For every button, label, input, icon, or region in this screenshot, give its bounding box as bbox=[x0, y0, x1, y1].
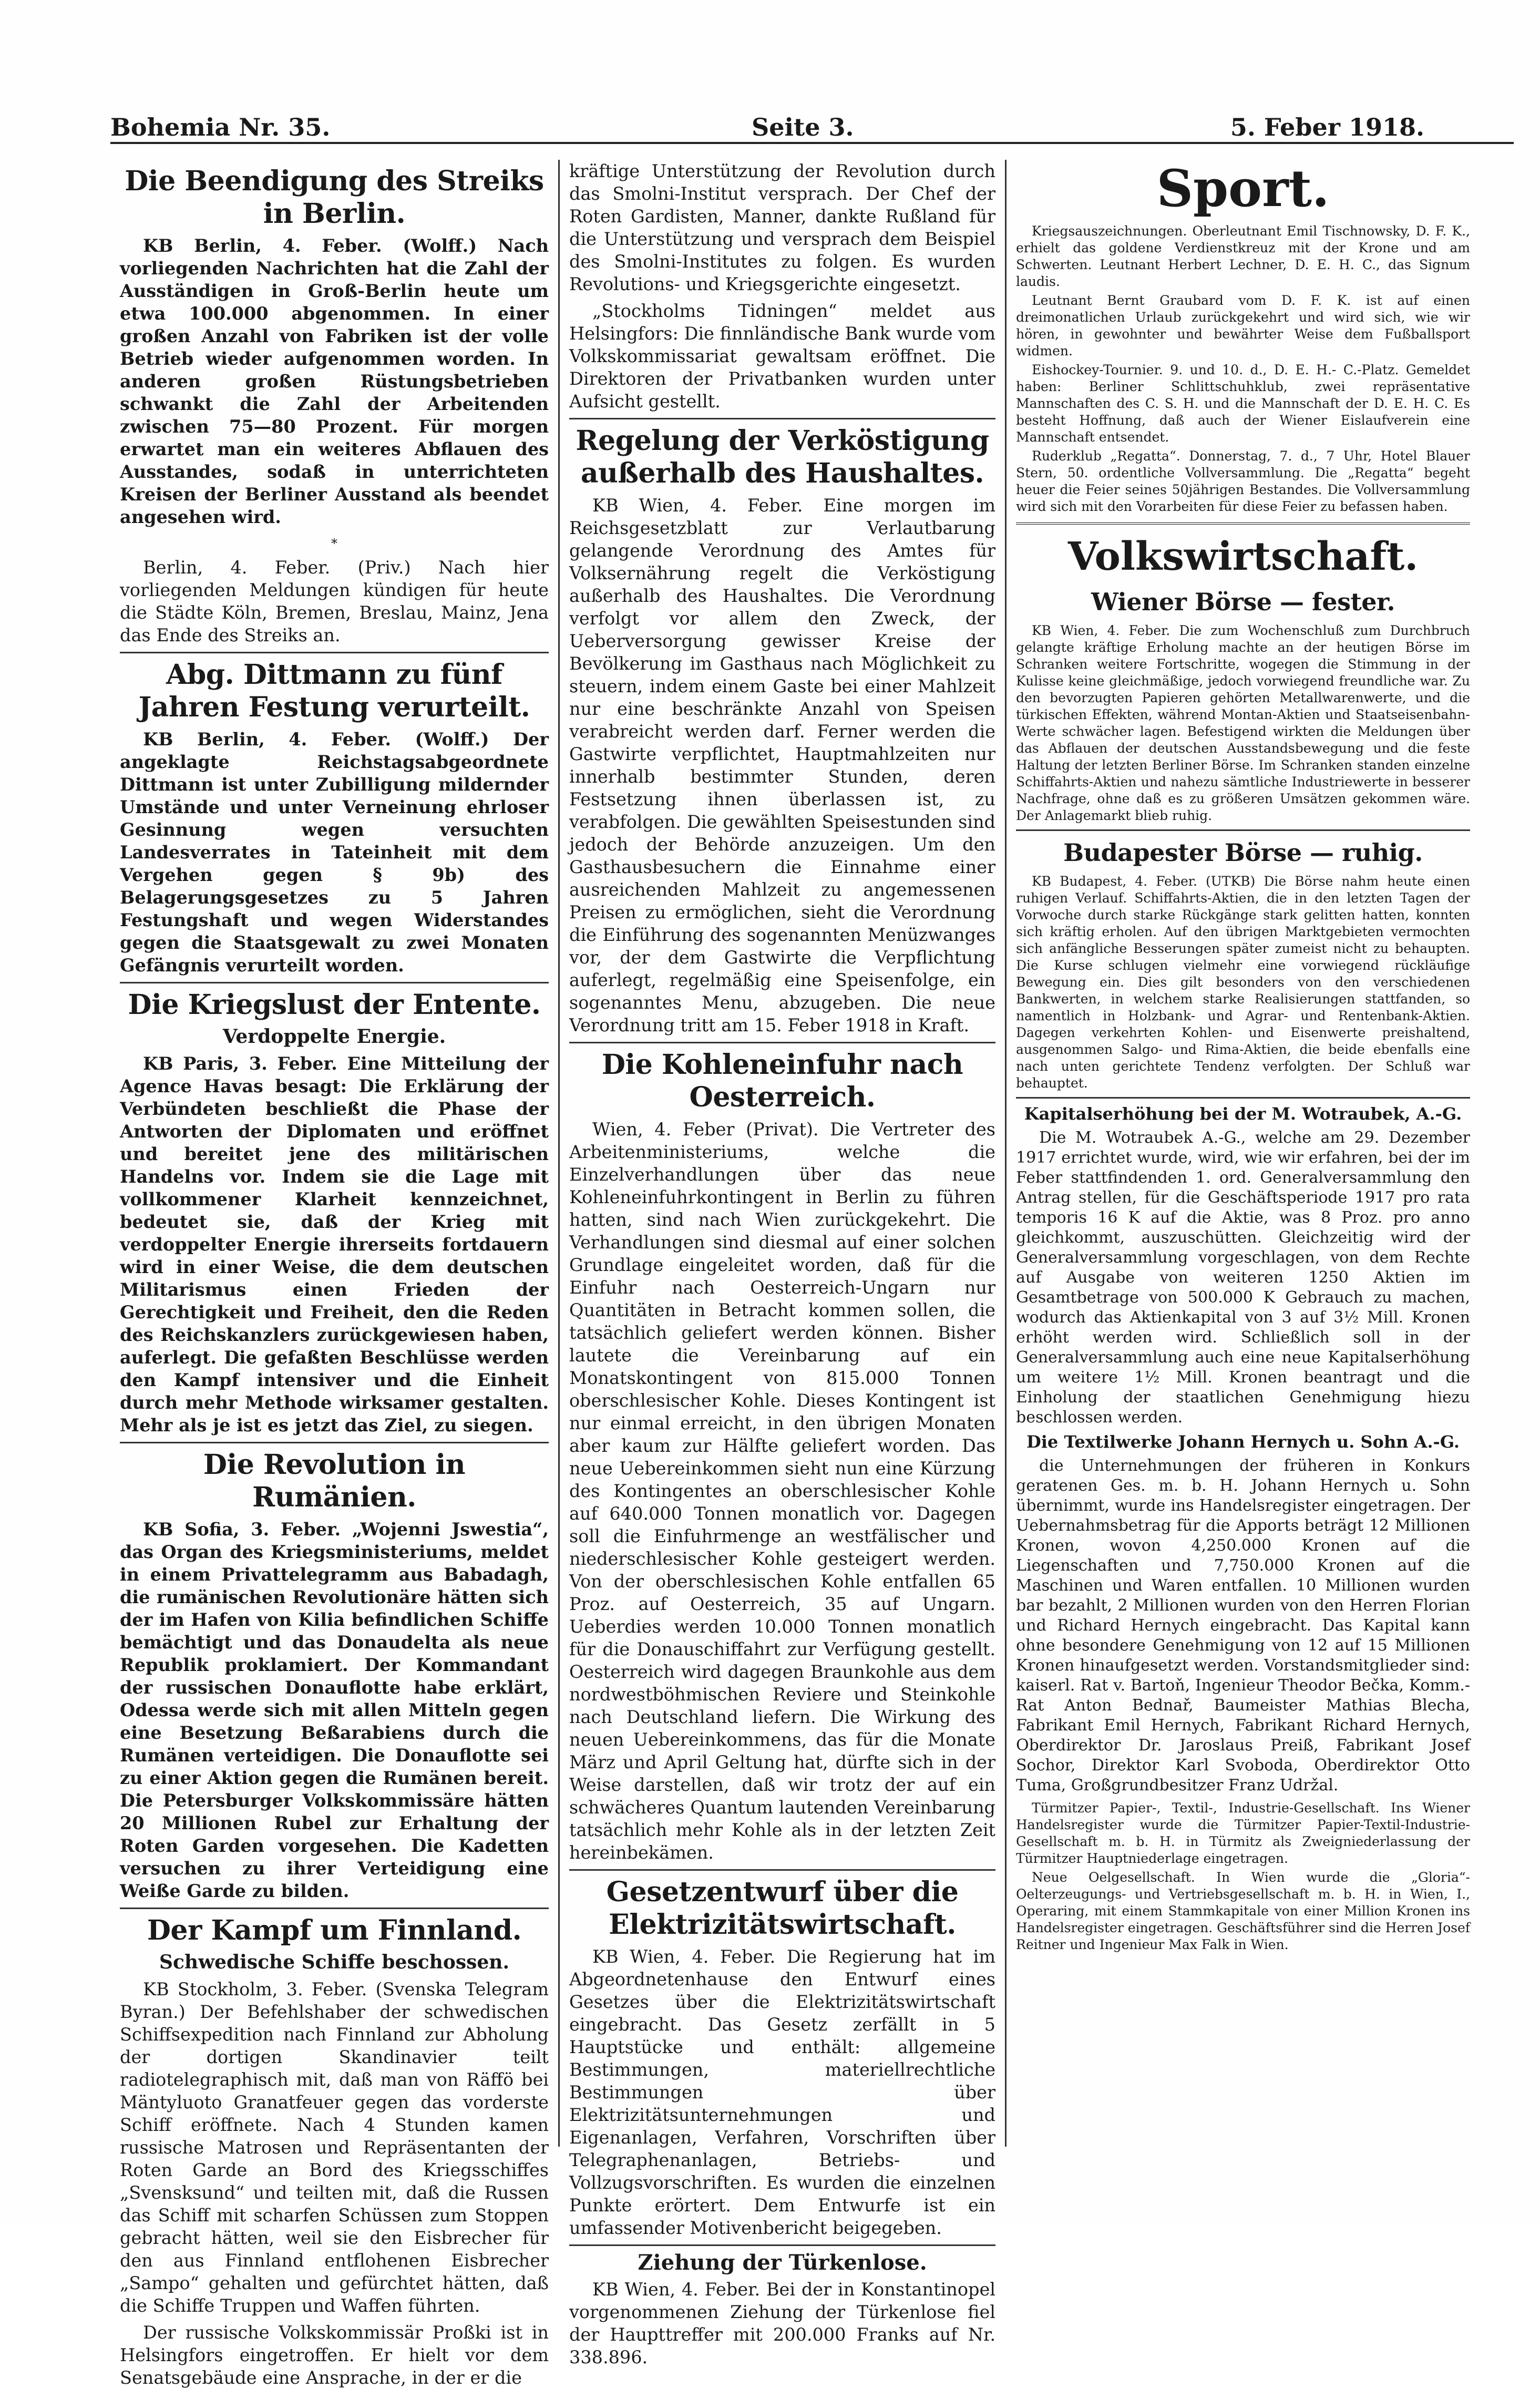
headline-finland: Der Kampf um Finnland. bbox=[147, 1914, 522, 1946]
headline-textilwerke: Die Textilwerke Johann Hernych u. Sohn A.-G. bbox=[1026, 1432, 1460, 1452]
headline-verkoestigung: Regelung der Verköstigung außerhalb des Haushaltes. bbox=[576, 425, 989, 489]
article-wiener-boerse-p1: KB Wien, 4. Feber. Die zum Wochenschluß zum Durchbruch gelangte kräftige Erholung machte an der heutigen Börse im Schranken weitere Fortschritte, wogegen die Stimmung in der Kulisse keine gleichmäßige, jedoch vorwiegend freundliche war. Zu den bevorzugten Papieren gehörten Metallwarenwerte, und die türkischen Effekten, während Montan-Aktien und Staatseisenbahn-Werte schwächer lagen. Befestigend wirkten die Meldungen über das Abflauen der deutschen Ausstandsbewegung und die feste Haltung der letzten Berliner Börse. Im Schranken standen einzelne Schiffahrts-Aktien und nahezu sämtliche Industriewerte in besserer Nachfrage, ohne daß es zu größeren Umsätzen gekommen wäre. Der Anlagemarkt blieb ruhig. bbox=[1016, 623, 1470, 823]
trade-notice: Türmitzer Papier-, Textil-, Industrie-Gesellschaft. Ins Wiener Handelsregister wurde die Türmitzer Papier-Textil-Industrie-Gesellschaft m. b. H. in Türmitz als Zweigniederlassung der Türmitzer Hauptniederlage eingetragen. bbox=[1016, 1800, 1470, 1866]
section-title-sport: Sport. bbox=[1156, 159, 1330, 218]
headline-romania: Die Revolution in Rumänien. bbox=[203, 1449, 466, 1513]
article-elektrizitaet-p1: KB Wien, 4. Feber. Die Regierung hat im Abgeordnetenhause den Entwurf eines Gesetzes über die Elektrizitätswirtschaft eingebracht. Das Gesetz zerfällt in 5 Hauptstücke und enthält: allgemeine Bestimmungen, materiellrechtliche Bestimmungen über Elektrizitätsunternehmungen und Eigenanlagen, Verfahren, Vorschriften über Telegraphenanlagen, Betriebs- und Vollzugsvorschriften. Es wurden die einzelnen Punkte erörtert. Dem Entwurfe ist ein umfassender Motivenbericht beigegeben. bbox=[569, 1946, 995, 2238]
article-kohleneinfuhr-p1: Wien, 4. Feber (Privat). Die Vertreter des Arbeitenministeriums, welche die Einzelverhandlungen über das neue Kohleneinfuhrkontingent in Berlin zu führen hatten, sind nach Wien zurückgekehrt. Die Verhandlungen sind diesmal auf einer solchen Grundlage eingeleitet worden, daß für die Einfuhr nach Oesterreich-Ungarn nur Quantitäten in Betracht kommen sollen, die tatsächlich geliefert werden können. Bisher lautete die Vereinbarung auf ein Monatskontingent von 815.000 Tonnen oberschlesischer Kohle. Dieses Kontingent ist nur einmal erreicht, in den übrigen Monaten aber kaum zur Hälfte geliefert worden. Das neue Uebereinkommen sieht nun eine Kürzung des Kontingentes an oberschlesischer Kohle auf 640.000 Tonnen monatlich vor. Dagegen soll die Einfuhrmenge an westfälischer und niederschlesischer Kohle gesteigert werden. Von der oberschlesischen Kohle entfallen 65 Proz. auf Oesterreich, 35 auf Ungarn. Ueberdies werden 10.000 Tonnen monatlich für die Donauschiffahrt zur Verfügung gestellt. Oesterreich wird dagegen Braunkohle aus dem nordwestböhmischen Reviere und Steinkohle nach Deutschland liefern. Die Wirkung des neuen Uebereinkommens, das für die Monate März und April Geltung hat, dürfte sich in der Weise darstellen, daß wir trotz der auf ein schwächeres Quantum lautenden Vereinbarung tatsächlich mehr Kohle als in der letzten Zeit hereinbekämen. bbox=[569, 1119, 995, 1863]
article-dittmann-p1: KB Berlin, 4. Feber. (Wolff.) Der angeklagte Reichstagsabgeordnete Dittmann ist unter Zubilligung mildernder Umstände und unter Verneinung ehrloser Gesinnung wegen versuchten Landesverrates in Tateinheit mit dem Vergehen gegen § 9b) des Belagerungsgesetzes zu 5 Jahren Festungshaft und wegen Widerstandes gegen die Staatsgewalt zu zwei Monaten Gefängnis verurteilt worden. bbox=[120, 729, 549, 976]
column-1 bbox=[110, 160, 560, 2388]
headline-dittmann: Abg. Dittmann zu fünf Jahren Festung verurteilt. bbox=[138, 659, 530, 723]
sport-notice: Ruderklub „Regatta“. Donnerstag, 7. d., 7 Uhr, Hotel Blauer Stern, 50. ordentliche Vollversammlung. Die „Regatta“ begeht heuer die Feier seines 50jährigen Bestandes. Die Vollversammlung wird sich mit den Vorarbeiten für diese Feier zu befassen haben. bbox=[1016, 448, 1470, 514]
divider bbox=[569, 2244, 995, 2246]
sport-notices bbox=[1016, 223, 1470, 515]
headline-strike-berlin: Die Beendigung des Streiks in Berlin. bbox=[125, 165, 544, 230]
headline-tuerkenlose: Ziehung der Türkenlose. bbox=[638, 2250, 927, 2275]
headline-wotraubek: Kapitalserhöhung bei der M. Wotraubek, A.-G. bbox=[1024, 1104, 1462, 1124]
article-wotraubek-p1: Die M. Wotraubek A.-G., welche am 29. Dezember 1917 errichtet wurde, wird, wie wir erfahren, bei der im Feber stattfindenden 1. ord. Generalversammlung den Antrag stellen, für die Geschäftsperiode 1917 pro rata temporis 16 K auf die Aktie, was 8 Proz. pro anno gleichkommt, auszuschütten. Gleichzeitig wird der Generalversammlung vorgeschlagen, von dem Rechte auf Ausgabe von weiteren 1250 Aktien im Gesamtbetrage von 500.000 K Gebrauch zu machen, wodurch das Aktienkapital von 3 auf 3½ Mill. Kronen erhöht werden wird. Schließlich soll in der Generalversammlung auch eine neue Kapitalserhöhung um weitere 1½ Mill. Kronen beantragt und die Einholung der staatlichen Genehmigung hiezu beschlossen werden. bbox=[1016, 1129, 1470, 1427]
sport-notice: Eishockey-Tournier. 9. und 10. d., D. E. H.- C.-Platz. Gemeldet haben: Berliner Schlittschuhklub, zwei repräsentative Mannschaften des C. S. H. und die Mannschaft der D. E. H. C. Es besteht Hoffnung, daß auch der Wiener Eislaufverein eine Mannschaft entsendet. bbox=[1016, 362, 1470, 445]
article-finland-cont-p1: kräftige Unterstützung der Revolution durch das Smolni-Institut versprach. Der Chef der Roten Gardisten, Manner, dankte Rußland für die Unterstützung und versprach dem Beispiel des Smolni-Institutes zu folgen. Es wurden Revolutions- und Kriegsgerichte eingesetzt. bbox=[569, 161, 995, 294]
headline-elektrizitaet: Gesetzentwurf über die Elektrizitätswirtschaft. bbox=[606, 1876, 959, 1941]
section-title-volkswirtschaft: Volkswirtschaft. bbox=[1067, 534, 1419, 579]
divider bbox=[120, 1908, 549, 1909]
article-finland-p1: KB Stockholm, 3. Feber. (Svenska Telegram Byran.) Der Befehlshaber der schwedischen Schiffsexpedition nach Finnland zur Abholung der dortigen Skandinavier teilt radiotelegraphisch mit, daß man von Räffö bei Mäntyluoto Granatfeuer gegen das vorderste Schiff eröffnete. Nach 4 Stunden kamen russische Matrosen und Repräsentanten der Roten Garde an Bord des Kriegsschiffes „Svensksund“ und teilten mit, daß die Russen das Schiff mit scharfen Schüssen zum Stoppen gebracht hätten, weil sie den Eisbrecher für den aus Finnland entflohenen Eisbrecher „Sampo“ gehalten und gefürchtet hätten, daß die Schiffe Truppen und Waffen führten. bbox=[120, 1979, 549, 2316]
section-rule bbox=[1016, 522, 1470, 525]
headline-budapester-boerse: Budapester Börse — ruhig. bbox=[1063, 838, 1423, 867]
divider bbox=[120, 982, 549, 983]
article-strike-berlin-p2: Berlin, 4. Feber. (Priv.) Nach hier vorliegenden Meldungen kündigen für heute die Städte Köln, Bremen, Breslau, Mainz, Jena das Ende des Streiks an. bbox=[120, 557, 549, 645]
article-textilwerke-p1: die Unternehmungen der früheren in Konkurs geratenen Ges. m. b. H. Johann Hernych u. Sohn übernimmt, wurde ins Handelsregister eingetragen. Der Uebernahmsbetrag für die Apports beträgt 12 Millionen Kronen, wovon 4,250.000 Kronen auf die Liegenschaften und 7,750.000 Kronen auf die Maschinen und Waren entfallen. 10 Millionen wurden bar bezahlt, 2 Millionen wurden von den Herren Florian und Richard Hernych eingebracht. Das Kapital kann ohne besondere Genehmigung von 12 auf 15 Millionen Kronen hinaufgesetzt werden. Vorstandsmitglieder sind: kaiserl. Rat v. Bartoň, Ingenieur Theodor Bečka, Komm.-Rat Anton Bednař, Baumeister Mathias Blecha, Fabrikant Emil Hernych, Fabrikant Richard Hernych, Oberdirektor Dr. Jaroslaus Preiß, Fabrikant Josef Sochor, Direktor Karl Svoboda, Oberdirektor Otto Tuma, Großgrundbesitzer Franz Udržal. bbox=[1016, 1457, 1470, 1795]
article-wiener-boerse bbox=[1016, 622, 1470, 824]
article-strike-berlin-p1: KB Berlin, 4. Feber. (Wolff.) Nach vorliegenden Nachrichten hat die Zahl der Ausständigen in Groß-Berlin heute um etwa 100.000 abgenommen. In einer großen Anzahl von Fabriken ist der volle Betrieb wieder aufgenommen worden. In anderen großen Rüstungsbetrieben schwankt die Zahl der Arbeitenden zwischen 75—80 Prozent. Für morgen erwartet man ein weiteres Abflauen des Ausstandes, sodaß in unterrichteten Kreisen der Berliner Ausstand als beendet angesehen wird. bbox=[120, 235, 549, 527]
article-finland-cont-p2: „Stockholms Tidningen“ meldet aus Helsingfors: Die finnländische Bank wurde vom Volkskommissariat gewaltsam eröffnet. Die Direktoren der Privatbanken wurden unter Aufsicht gestellt. bbox=[569, 301, 995, 412]
subhead-entente: Verdoppelte Energie. bbox=[222, 1026, 446, 1048]
divider bbox=[1016, 829, 1470, 831]
divider bbox=[1016, 1097, 1470, 1099]
column-2 bbox=[560, 160, 1007, 2367]
article-romania-p1: KB Sofia, 3. Feber. „Wojenni Jswestia“, das Organ des Kriegsministeriums, meldet in einem Privattelegramm aus Babadagh, die rumänischen Revolutionäre hätten sich der im Hafen von Kilia befindlichen Schiffe bemächtigt und das Donaudelta als neue Republik proklamiert. Der Kommandant der russischen Donauflotte habe erklärt, Odessa werde sich mit allen Mitteln gegen eine Besetzung Beßarabiens durch die Rumänen verteidigen. Die Donauflotte sei zu einer Aktion gegen die Rumänen bereit. Die Petersburger Volkskommissäre hätten 20 Millionen Rubel zur Erhaltung der Roten Garden vorgesehen. Die Kadetten versuchen zu ihrer Verteidigung eine Weiße Garde zu bilden. bbox=[120, 1519, 549, 1901]
page-header bbox=[110, 113, 1514, 144]
page-number: Seite 3. bbox=[752, 113, 854, 141]
headline-kohleneinfuhr: Die Kohleneinfuhr nach Oesterreich. bbox=[601, 1049, 963, 1113]
separator-star: * bbox=[331, 536, 337, 551]
divider bbox=[120, 652, 549, 653]
article-finland-p2: Der russische Volkskommissär Proßki ist in Helsingfors eingetroffen. Er hielt vor dem Senatsgebäude eine Ansprache, in der er die bbox=[120, 2322, 549, 2388]
article-tuerkenlose-p1: KB Wien, 4. Feber. Bei der in Konstantinopel vorgenommenen Ziehung der Türkenlose fiel der Haupttreffer mit 200.000 Franks auf Nr. 338.896. bbox=[569, 2279, 995, 2367]
divider bbox=[569, 1869, 995, 1871]
divider bbox=[120, 1442, 549, 1443]
columns bbox=[110, 159, 1514, 2388]
subhead-finland: Schwedische Schiffe beschossen. bbox=[159, 1951, 509, 1973]
issue-date: 5. Feber 1918. bbox=[1230, 113, 1424, 141]
issue-label: Bohemia Nr. 35. bbox=[110, 113, 331, 141]
article-budapester-boerse-p1: KB Budapest, 4. Feber. (UTKB) Die Börse nahm heute einen ruhigen Verlauf. Schiffahrts-Aktien, die in den letzten Tagen der Vorwoche durch starke Rückgänge stark gelitten hatten, konnten sich kräftig erholen. Auf den übrigen Marktgebieten vermochten sich anfängliche Besserungen später zumeist nicht zu behaupten. Die Kurse schlugen vielmehr eine vorwiegend rückläufige Bewegung ein. Dies gilt besonders von den verschiedenen Bankwerten, in welchem starke Realisierungen stattfanden, so namentlich in Holzbank- und Agrar- und Rentenbank-Aktien. Dagegen verkehrten Kohlen- und Eisenwerte preishaltend, ausgenommen Salgo- und Rima-Aktien, die beide ebenfalls eine nach unten gerichtete Tendenz verfolgten. Der Schluß war behauptet. bbox=[1016, 874, 1470, 1091]
article-budapester-boerse bbox=[1016, 873, 1470, 1092]
divider bbox=[569, 1042, 995, 1043]
sport-notice: Leutnant Bernt Graubard vom D. F. K. ist auf einen dreimonatlichen Urlaub zurückgekehrt und wird sich, wie wir hören, in gewohnter und bewährter Weise dem Fußballsport widmen. bbox=[1016, 293, 1470, 358]
article-entente-p1: KB Paris, 3. Feber. Eine Mitteilung der Agence Havas besagt: Die Erklärung der Verbündeten beschließt die Phase der Antworten der Diplomaten und eröffnet und bereitet jene des militärischen Handelns vor. Indem sie die Lage mit vollkommener Klarheit kennzeichnet, bedeutet sie, daß der Krieg mit verdoppelter Energie ihrerseits fortdauern wird in einer Weise, die dem deutschen Militarismus einen Frieden der Gerechtigkeit und Freiheit, den die Reden des Reichskanzlers zurückgewiesen haben, auferlegt. Die gefaßten Beschlüsse werden den Kampf intensiver und die Einheit durch mehr Methode wirksamer gestalten. Mehr als je ist es jetzt das Ziel, zu siegen. bbox=[120, 1053, 549, 1436]
divider bbox=[569, 418, 995, 419]
headline-entente: Die Kriegslust der Entente. bbox=[128, 989, 541, 1021]
sport-notice: Kriegsauszeichnungen. Oberleutnant Emil Tischnowsky, D. F. K., erhielt das goldene Verdienstkreuz mit der Krone und am Schwerten. Leutnant Herbert Lechner, D. E. H. C., das Signum laudis. bbox=[1016, 223, 1470, 289]
headline-wiener-boerse: Wiener Börse — fester. bbox=[1091, 588, 1395, 616]
trade-notices bbox=[1016, 1800, 1470, 1953]
column-3 bbox=[1007, 160, 1480, 2147]
trade-notice: Neue Oelgesellschaft. In Wien wurde die „Gloria“-Oelterzeugungs- und Vertriebsgesellschaft m. b. H. in Wien, I., Operaring, mit einem Stammkapitale von einer Million Kronen ins Handelsregister eingetragen. Geschäftsführer sind die Herren Josef Reitner und Ingenieur Max Falk in Wien. bbox=[1016, 1870, 1470, 1952]
article-verkoestigung-p1: KB Wien, 4. Feber. Eine morgen im Reichsgesetzblatt zur Verlautbarung gelangende Verordnung des Amtes für Volksernährung regelt die Verköstigung außerhalb des Haushaltes. Die Verordnung verfolgt vor allem den Zweck, der Ueberversorgung gewisser Kreise der Bevölkerung im Gasthaus nach Möglichkeit zu steuern, indem einem Gaste bei einer Mahlzeit nur eine beschränkte Anzahl von Speisen verabreicht werden darf. Ferner werden die Gastwirte verpflichtet, Hauptmahlzeiten nur innerhalb bestimmter Stunden, deren Festsetzung ihnen überlassen ist, zu verabfolgen. Die gewählten Speisestunden sind jedoch der Behörde anzuzeigen. Um den Gasthausbesuchern die Einnahme einer ausreichenden Mahlzeit zu angemessenen Preisen zu ermöglichen, sieht die Verordnung die Einführung des sogenannten Menüzwanges vor, der dem Gastwirte die Verpflichtung auferlegt, regelmäßig eine Speisenfolge, ein sogenanntes Menu, abzugeben. Die neue Verordnung tritt am 15. Feber 1918 in Kraft. bbox=[569, 495, 995, 1035]
